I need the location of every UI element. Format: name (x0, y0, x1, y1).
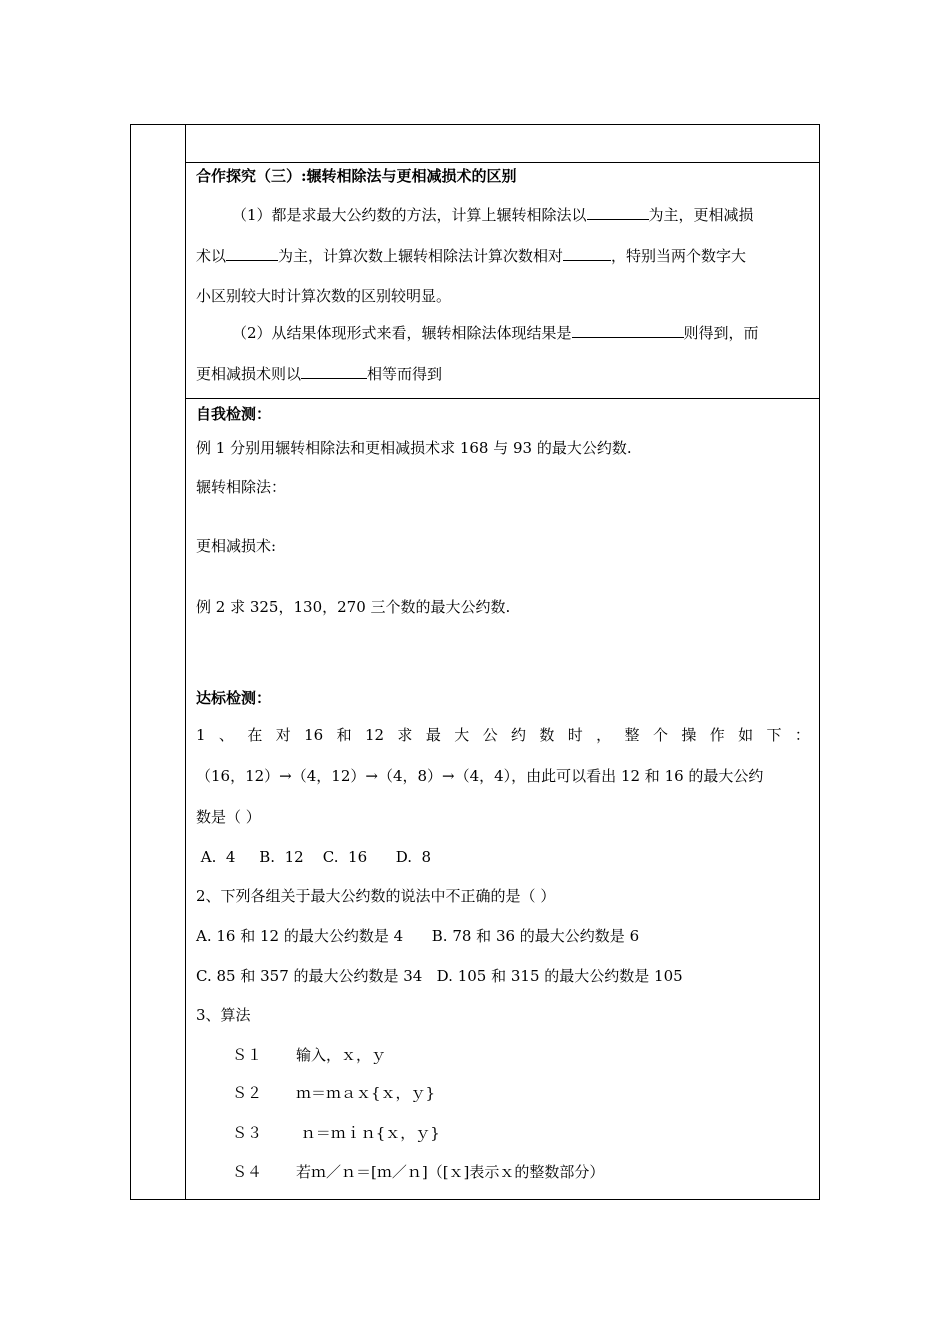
text: 则得到，而 (683, 324, 759, 342)
question-1-char: 最 (425, 726, 441, 744)
question-1-char: 在 (247, 726, 263, 744)
algorithm-step-text: ｍ＝ｍａｘ{ｘ，ｙ} (296, 1084, 436, 1102)
question-1-char: ： (794, 726, 810, 744)
question-1-char: 个 (652, 726, 668, 744)
text: ，特别当两个数字大 (611, 247, 747, 265)
fill-blank (587, 204, 649, 220)
left-column (131, 125, 186, 1199)
fill-blank (226, 245, 278, 261)
text: 为主，计算次数上辗转相除法计算次数相对 (278, 247, 564, 265)
text: （2）从结果体现形式来看，辗转相除法体现结果是 (232, 324, 572, 342)
section3-heading: 合作探究（三）:辗转相除法与更相减损术的区别 (196, 167, 517, 185)
question-1-char: 大 (454, 726, 470, 744)
question-1-char: ， (596, 726, 612, 744)
question-1-char: 数 (539, 726, 555, 744)
algorithm-step-label: Ｓ３ (232, 1124, 263, 1142)
standard-check-heading: 达标检测： (196, 689, 272, 707)
question-1-char: 求 (397, 726, 413, 744)
algorithm-step-label: Ｓ４ (232, 1163, 263, 1181)
algorithm-step-text: 输入，ｘ，ｙ (296, 1046, 387, 1064)
question-1-char: 12 (364, 726, 385, 744)
question-1-line2: （16，12）→（4，12）→（4，8）→（4，4），由此可以看出 12 和 16 的最大公约 (196, 767, 764, 785)
question-1-char: 操 (681, 726, 697, 744)
section3-p2-line1 (232, 322, 759, 343)
example-2: 例 2 求 325，130，270 三个数的最大公约数. (196, 598, 511, 616)
question-1-char: 16 (304, 726, 324, 744)
question-2-options-ab: A. 16 和 12 的最大公约数是 4 B. 78 和 36 的最大公约数是 6 (196, 927, 640, 945)
question-1-char: 作 (709, 726, 725, 744)
fill-blank (301, 363, 367, 379)
question-1-char: 公 (482, 726, 498, 744)
question-2-options-cd: C. 85 和 357 的最大公约数是 34 D. 105 和 315 的最大公约数是 105 (196, 967, 683, 985)
question-1-char: 和 (336, 726, 352, 744)
fill-blank (563, 245, 611, 261)
question-3: 3、算法 (196, 1006, 251, 1024)
section3-p1-line1 (232, 204, 754, 225)
self-check-heading: 自我检测： (196, 405, 272, 423)
section3-p1-line3: 小区别较大时计算次数的区别较明显。 (196, 287, 452, 305)
text: （1）都是求最大公约数的方法，计算上辗转相除法以 (232, 206, 587, 224)
algorithm-step-label: Ｓ１ (232, 1046, 263, 1064)
algorithm-step-label: Ｓ２ (232, 1084, 263, 1102)
question-1-char: 整 (624, 726, 640, 744)
text: 术以 (196, 247, 227, 265)
fill-blank (572, 322, 684, 338)
row-divider (186, 398, 819, 399)
question-1-char: 如 (738, 726, 754, 744)
section3-p2-line2 (196, 363, 442, 384)
question-1-char: 时 (567, 726, 583, 744)
question-1-char: 约 (510, 726, 526, 744)
question-2: 2、下列各组关于最大公约数的说法中不正确的是（ ） (196, 887, 556, 905)
algorithm-step-text: 若ｍ／ｎ＝[ｍ／ｎ]（[ｘ]表示ｘ的整数部分） (296, 1163, 605, 1181)
question-1-line3: 数是（ ） (196, 808, 261, 826)
question-1-options: A. 4 B. 12 C. 16 D. 8 (196, 848, 432, 866)
text: 为主，更相减损 (648, 206, 754, 224)
text: 相等而得到 (367, 365, 443, 383)
question-1-line1 (196, 725, 810, 745)
row-divider (186, 162, 819, 163)
method-euclid-label: 辗转相除法： (196, 478, 287, 496)
question-1-char: 下 (766, 726, 782, 744)
question-1-char: 对 (275, 726, 291, 744)
method-subtraction-label: 更相减损术: (196, 537, 277, 555)
example-1: 例 1 分别用辗转相除法和更相减损术求 168 与 93 的最大公约数. (196, 439, 632, 457)
algorithm-step-text: ｎ＝ｍｉｎ{ｘ，ｙ} (296, 1124, 440, 1142)
question-1-char: 、 (218, 726, 234, 744)
section3-p1-line2 (196, 245, 746, 266)
question-1-char: 1 (196, 726, 206, 744)
text: 更相减损术则以 (196, 365, 302, 383)
